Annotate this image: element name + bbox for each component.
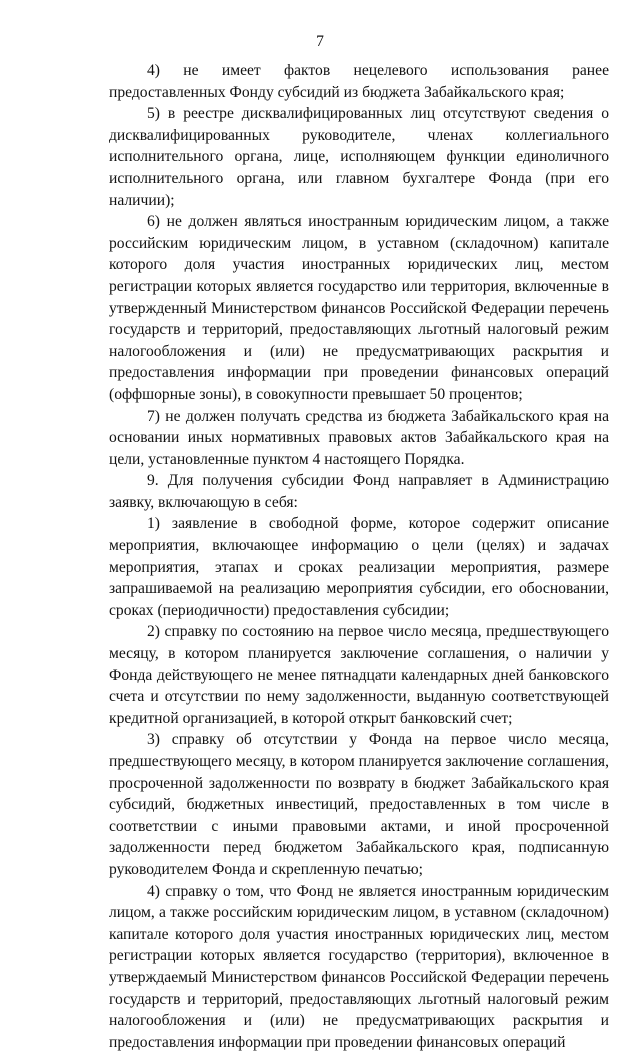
paragraph-subitem-3-no-debt-certificate: 3) справку об отсутствии у Фонда на первое число месяца, предшествующего месяцу, в котором планируется заключение соглашения, просроченной задолженности по возврату в бюджет Забайкальского края субсидий, бюджетных инвестиций, предоставленных в том числе в соответствии с иными правовыми актами, и иной просроченной задолженности перед бюджетом Забайкальского края, подписанную руководителем Фонда и скрепленную печатью; (109, 731, 609, 878)
paragraph-subitem-4-foreign-status-certificate: 4) справку о том, что Фонд не является иностранным юридическим лицом, а также российским юридическим лицом, в уставном (складочном) капитале которого доля участия иностранных юридических лиц, местом регистрации которых является государство (территория), включенное в утверждаемый Министерством финансов Российской Федерации перечень государств и территорий, предоставляющих льготный налоговый режим налогообложения и (или) не предусматривающих раскрытия и предоставления информации при проведении финансовых операций (109, 882, 609, 1051)
page-number: 7 (316, 33, 324, 50)
paragraph-section-9-application: 9. Для получения субсидии Фонд направляет в Администрацию заявку, включающую в себя: (109, 472, 609, 511)
paragraph-subitem-2-bank-certificate: 2) справку по состоянию на первое число месяца, предшествующего месяцу, в котором планируется заключение соглашения, о наличии у Фонда действующего не менее пятнадцати календарных дней банковского счета и отсутствии по нему задолженности, выданную соответствующей кредитной организацией, в которой открыт банковский счет; (109, 623, 609, 727)
paragraph-item-6-foreign-entity: 6) не должен являться иностранным юридическим лицом, а также российским юридическим лицом, в уставном (складочном) капитале которого доля участия иностранных юридических лиц, местом регистрации которых является государство или территория, включенные в утвержденный Министерством финансов Российской Федерации перечень государств и территорий, предоставляющих льготный налоговый режим налогообложения и (или) не предусматривающих раскрытия и предоставления информации при проведении финансовых операций (оффшорные зоны), в совокупности превышает 50 процентов; (109, 213, 609, 403)
paragraph-item-4-no-misuse: 4) не имеет фактов нецелевого использования ранее предоставленных Фонду субсидий из бюджета Забайкальского края; (109, 62, 609, 101)
paragraph-item-5-disqualified-registry: 5) в реестре дисквалифицированных лиц отсутствуют сведения о дисквалифицированных руководителе, членах коллегиального исполнительного органа, лице, исполняющем функции единоличного исполнительного органа, или главном бухгалтере Фонда (при его наличии); (109, 105, 609, 209)
paragraph-item-7-other-acts: 7) не должен получать средства из бюджета Забайкальского края на основании иных нормативных правовых актов Забайкальского края на цели, установленные пунктом 4 настоящего Порядка. (109, 407, 609, 468)
document-body (109, 60, 609, 1053)
paragraph-subitem-1-statement: 1) заявление в свободной форме, которое содержит описание мероприятия, включающее информацию о цели (целях) и задачах мероприятия, этапах и сроках реализации мероприятия, размере запрашиваемой на реализацию мероприятия субсидии, его обосновании, сроках (периодичности) предоставления субсидии; (109, 515, 609, 619)
